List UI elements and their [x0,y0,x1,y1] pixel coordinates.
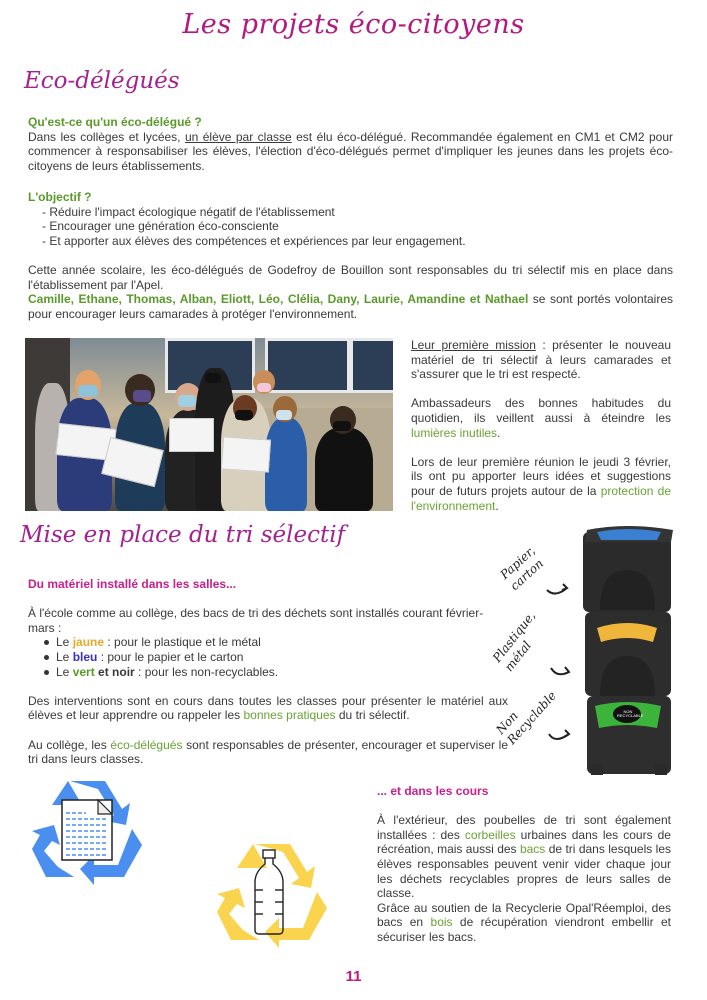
bin-item-blue [44,650,508,665]
objectives-list [28,205,673,249]
volunteers-paragraph [28,292,673,321]
meeting-end: . [495,498,499,513]
bin-item-yellow [44,635,508,650]
outdoor-subheading: ... et dans les cours [377,784,489,798]
outdoor-highlight-corbeilles: corbeilles [464,827,516,842]
outdoor-text: À l'extérieur, des poubelles de tri sont également installées : des [377,813,671,842]
support-end: de récupération viendront embellir et sécuriser les bacs. [377,915,671,944]
ambassadors-highlight: lumières inutiles [411,425,498,440]
year-block [28,263,673,321]
outdoor-highlight-bacs: bacs [519,842,546,857]
page-title: Les projets éco-citoyens [182,9,525,40]
bin-color-word: bleu [72,649,98,664]
year-paragraph: Cette année scolaire, les éco-délégués de Godefroy de Bouillon sont responsables du tri sélectif mis en place dans l'établissement par l'Apel. [28,263,673,292]
ambassadors-paragraph [411,396,671,440]
college-highlight: éco-délégués [110,737,183,752]
mission-block [411,338,671,513]
page-number: 11 [345,968,362,985]
support-paragraph [377,901,671,945]
bin-sticker-text: NON RECYCLABLE [617,709,644,718]
label-paper-cardboard: Papier, carton [497,543,546,593]
objective-item: - Encourager une génération éco-consciente [42,219,673,234]
question-label: Qu'est-ce qu'un éco-délégué ? [28,115,202,129]
bin-item-green [44,665,508,680]
bins-intro: À l'école comme au collège, des bacs de tri des déchets sont installés courant février-mars : [28,606,484,635]
outdoor-text-mid: urbaines dans les cours de récréation, mais aussi des [377,827,671,857]
bin-desc: : pour le plastique et le métal [104,635,261,650]
meeting-text: Lors de leur première réunion le jeudi 3 février, ils ont pu apporter leurs idées et suggestions pour de futurs projets autour de la [411,454,671,498]
plastic-recycle-icon [215,838,330,950]
meeting-paragraph [411,455,671,513]
label-non-recyclable: Non Recyclable [493,688,559,747]
section-heading-eco-delegues: Eco-délégués [24,68,180,94]
answer-text-post: est élu éco-délégué. Recommandée également en CM1 et CM2 pour commencer à responsabiliser les élèves, l'élection d'éco-délégués permet d'impliquer les jeunes dans les projets éco-citoyens de leurs établissements. [28,129,673,173]
interventions-paragraph [28,694,508,723]
label-plastic-metal: Plastique, métal [489,608,539,674]
bin-desc: : pour les non-recyclables. [134,664,279,679]
mission-paragraph [411,338,671,382]
question-answer [28,130,673,174]
outdoor-paragraph [377,813,671,901]
outdoor-block [377,784,671,945]
interventions-text: Des interventions sont en cours dans toutes les classes pour présenter le matériel aux élèves et leur apprendre ou rappeler les [28,693,508,723]
answer-underlined: un élève par classe [184,129,292,144]
indoor-subheading: Du matériel installé dans les salles... [28,577,237,591]
ambassadors-end: . [497,425,501,440]
volunteer-names: Camille, Ethane, Thomas, Alban, Eliott, Léo, Clélia, Dany, Laurie, Amandine et Nathael [28,292,529,307]
section-heading-tri-selectif: Mise en place du tri sélectif [20,522,346,548]
support-text: Grâce au soutien de la Recyclerie Opal'Réemploi, des bacs en [377,900,671,930]
objective-item: - Et apporter aux élèves des compétences et expériences par leur engagement. [42,234,673,249]
college-text: Au collège, les [28,737,111,752]
objective-item: - Réduire l'impact écologique négatif de l'établissement [42,205,673,220]
interventions-end: du tri sélectif. [335,708,410,723]
interventions-highlight: bonnes pratiques [243,708,336,723]
bin-extra: et noir [94,664,135,679]
volunteers-text: se sont portés volontaires pour encourager leurs camarades à protéger l'environnement. [28,292,673,321]
eco-delegates-photo [25,338,393,511]
objective-block [28,190,673,248]
sorting-bins-illustration [489,520,700,775]
college-end: sont responsables de présenter, encourager et superviser le tri dans leurs classes. [28,737,508,767]
indoor-block [28,577,508,767]
meeting-highlight: protection de l'environnement [411,483,671,513]
ambassadors-text: Ambassadeurs des bonnes habitudes du quotidien, ils veillent aussi à éteindre les [411,396,671,425]
mission-text: : présenter le nouveau matériel de tri sélectif à leurs camarades et s'assurer que le tri est respecté. [411,338,671,382]
what-is-block [28,115,673,173]
bin-desc: : pour le papier et le carton [97,649,244,664]
bin-le: Le [56,649,73,664]
outdoor-text-end: de tri dans lesquels les élèves responsables peuvent venir vider chaque jour les déchets recyclables propres de leurs salles de classe. [377,842,671,901]
bin-color-word: jaune [72,635,105,650]
objective-label: L'objectif ? [28,190,92,204]
bin-color-word: vert [72,664,95,679]
bins-list [28,635,508,679]
bin-le: Le [56,664,73,679]
mission-label: Leur première mission [411,338,536,352]
support-highlight: bois [430,915,453,930]
bin-le: Le [56,635,73,650]
answer-text-pre: Dans les collèges et lycées, [28,129,185,144]
college-paragraph [28,738,508,767]
paper-recycle-icon [30,775,145,885]
